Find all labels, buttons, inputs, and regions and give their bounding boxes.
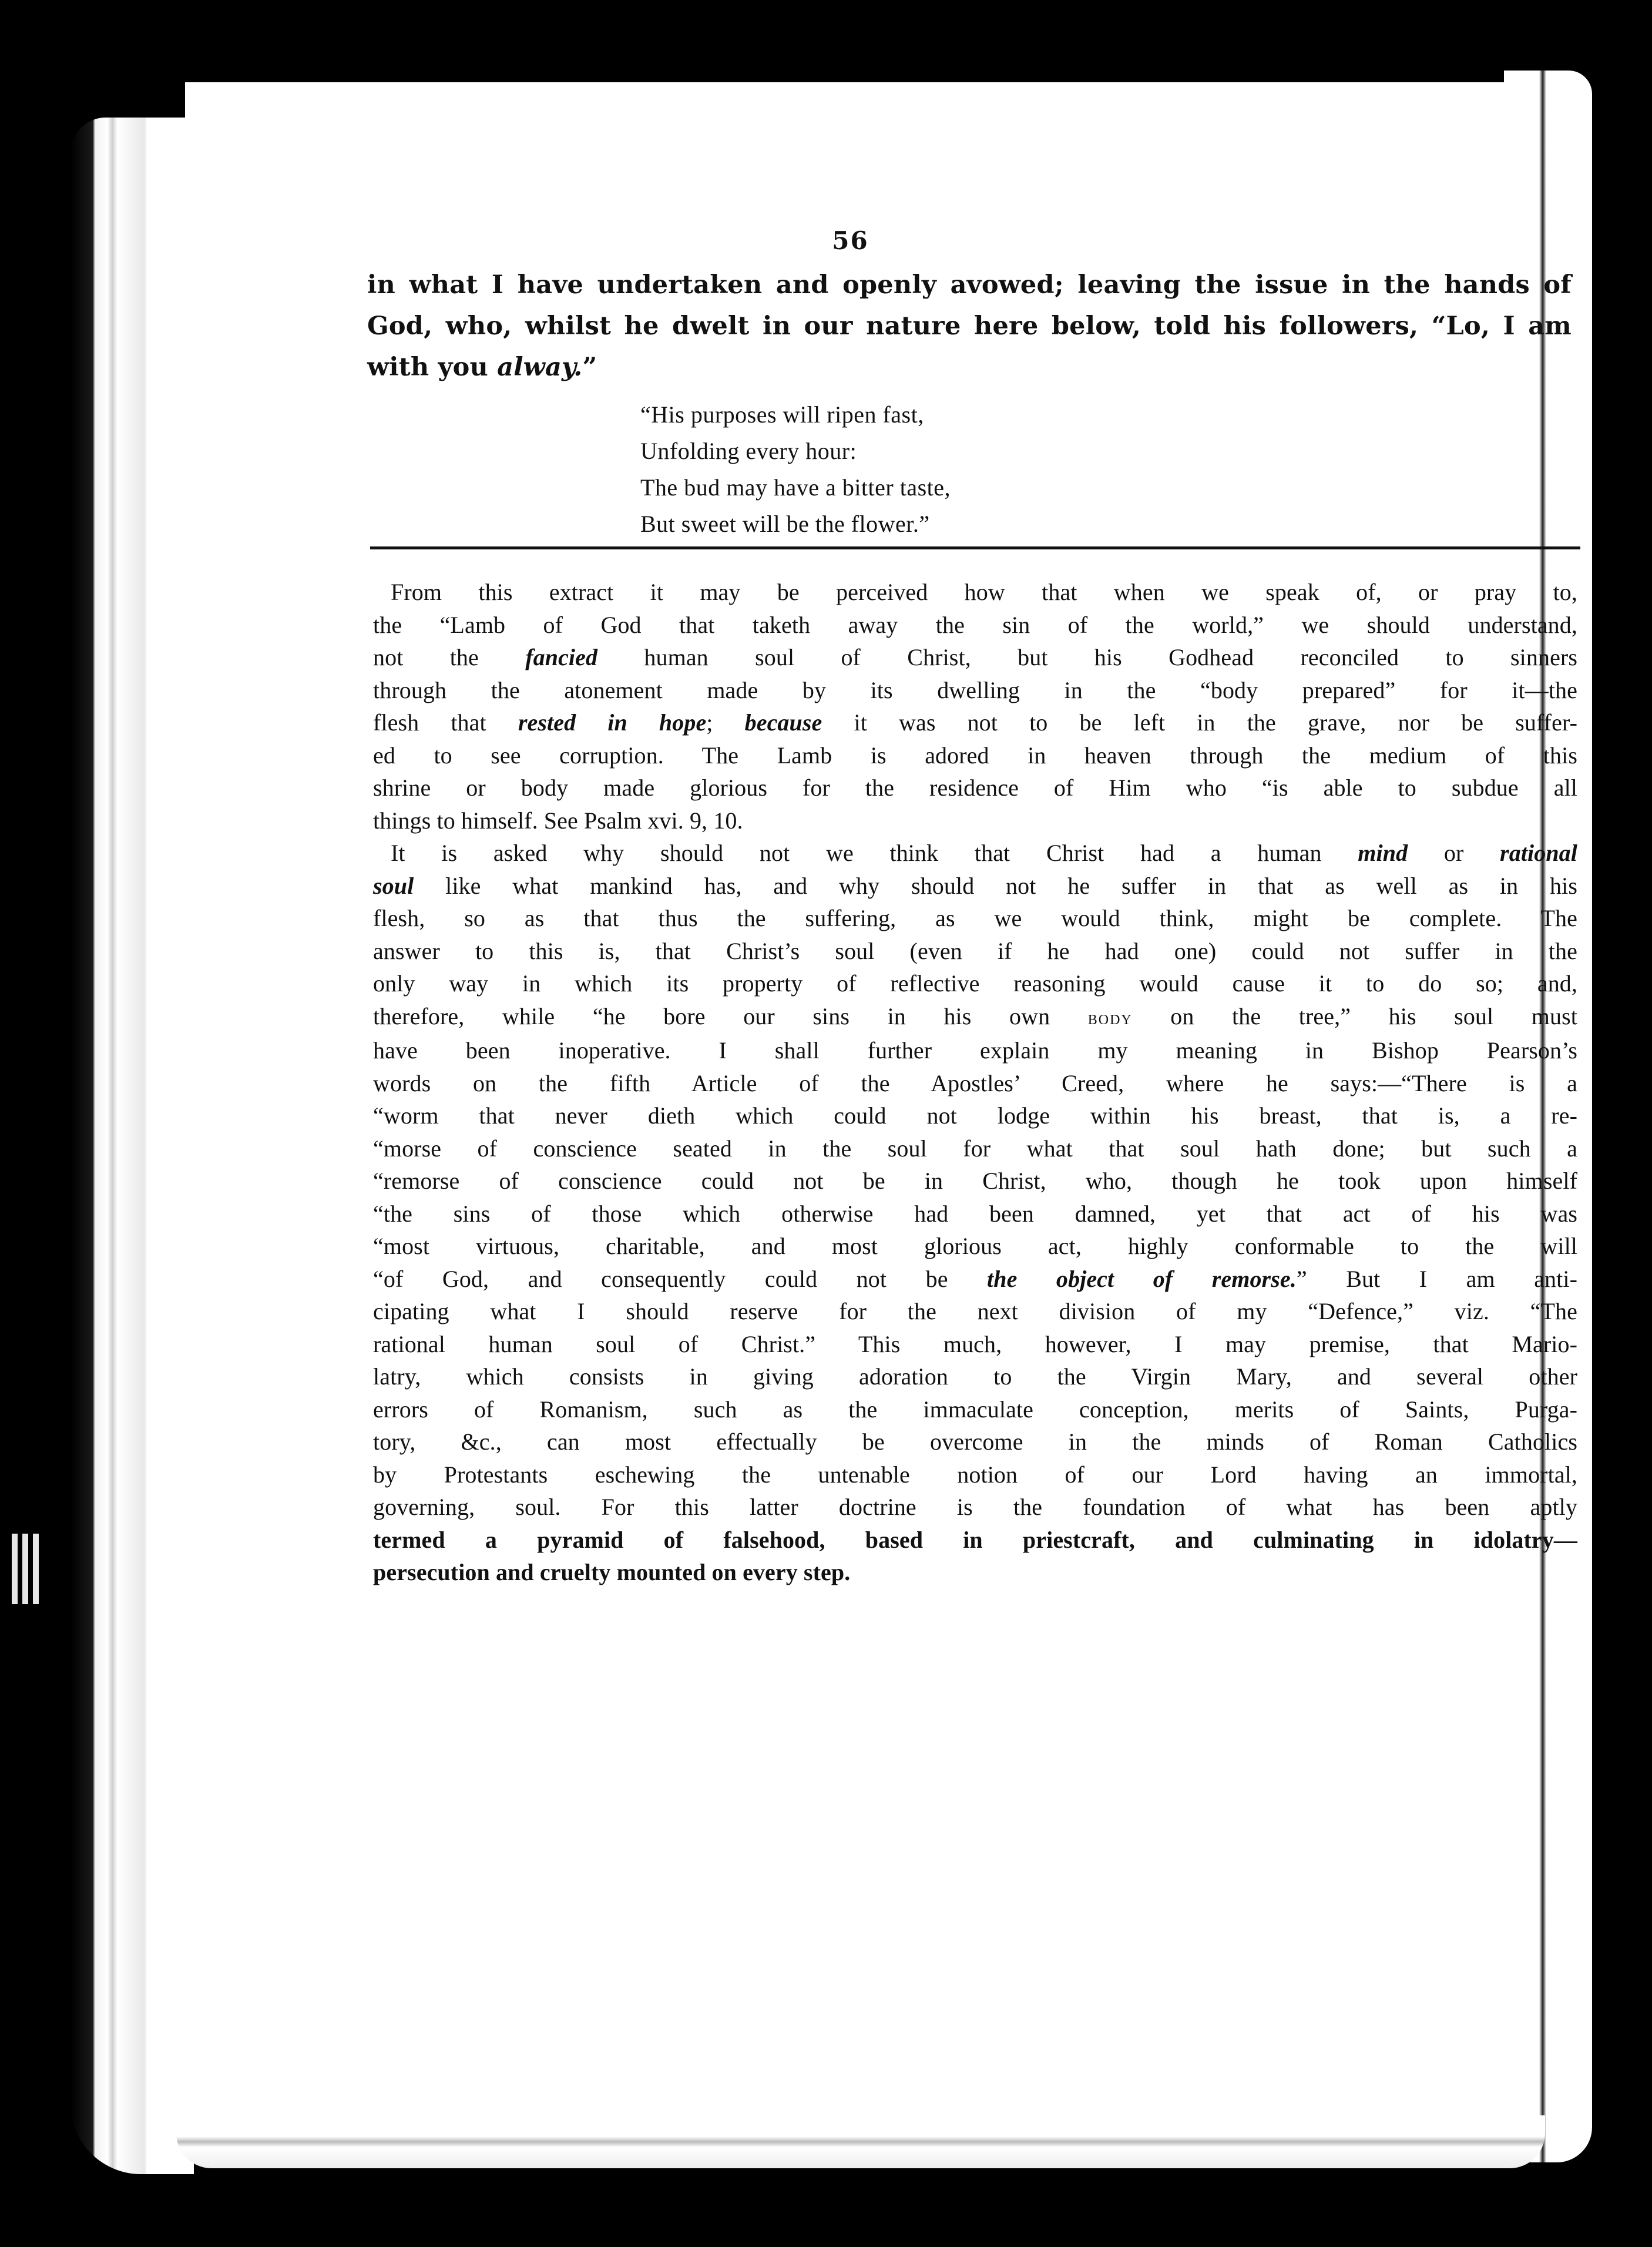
p2-line-13: “most virtuous, charitable, and most glorious act, highly conformable to the will	[373, 1233, 1577, 1259]
p2-line-19: tory, &c., can most effectually be overcome in the minds of Roman Catholics	[373, 1428, 1577, 1455]
p1-line-6: ed to see corruption. The Lamb is adored in heaven through the medium of this	[373, 742, 1577, 769]
p2-line-10: “morse of conscience seated in the soul for what that soul hath done; but such a	[373, 1135, 1577, 1162]
p2-line-7: have been inoperative. I shall further explain my meaning in Bishop Pearson’s	[373, 1037, 1577, 1064]
main-text	[373, 576, 1577, 1589]
top-line-1: in what I have undertaken and openly avowed; leaving the issue in the hands of	[367, 270, 1572, 300]
poem-line-2: Unfolding every hour:	[640, 438, 857, 464]
top-line-2: God, who, whilst he dwelt in our nature here below, told his followers, “Lo, I am	[367, 311, 1572, 341]
p2-line-2: soul like what mankind has, and why should not he suffer in that as well as in his	[373, 872, 1577, 899]
p1-line-2: the “Lamb of God that taketh away the sin of the world,” we should understand,	[373, 611, 1577, 638]
poem-line-1: “His purposes will ripen fast,	[640, 401, 924, 428]
p2-line-5: only way in which its property of reflective reasoning would cause it to do so; and,	[373, 970, 1577, 997]
book-left-edge	[70, 118, 194, 2174]
p1-line-4: through the atonement made by its dwelling in the “body prepared” for it—the	[373, 676, 1577, 703]
emphasis-text: because	[744, 709, 822, 736]
p2-line-11: “remorse of conscience could not be in Christ, who, though he took upon himself	[373, 1168, 1577, 1194]
p2-line-22: termed a pyramid of falsehood, based in priestcraft, and culminating in idolatry—	[373, 1526, 1577, 1553]
p2-line-1: It is asked why should not we think that Christ had a human mind or rational	[391, 840, 1577, 866]
p2-line-21: governing, soul. For this latter doctrine is the foundation of what has been aptly	[373, 1494, 1577, 1520]
p2-line-12: “the sins of those which otherwise had been damned, yet that act of his was	[373, 1200, 1577, 1227]
poem	[640, 397, 951, 542]
p1-line-8: things to himself. See Psalm xvi. 9, 10.	[373, 807, 743, 834]
scan-artifact	[12, 1534, 41, 1604]
emphasis-text: the object of remorse.	[987, 1265, 1297, 1292]
emphasis-alway: alway.	[497, 353, 583, 382]
paragraph-2	[373, 837, 1577, 1589]
emphasis-text: rested in hope	[518, 709, 707, 736]
poem-line-4: But sweet will be the flower.”	[640, 511, 930, 537]
p2-line-16: rational human soul of Christ.” This much, however, I may premise, that Mario-	[373, 1330, 1577, 1357]
p1-line-3: not the fancied human soul of Christ, but his Godhead reconciled to sinners	[373, 644, 1578, 670]
p2-line-4: answer to this is, that Christ’s soul (even if he had one) could not suffer in the	[373, 937, 1577, 964]
p2-line-14: “of God, and consequently could not be the object of remorse.” But I am anti-	[373, 1265, 1577, 1292]
top-line-3	[367, 347, 1572, 388]
closing-quote: ”	[582, 353, 597, 382]
page-number: 56	[832, 226, 869, 255]
paragraph-1	[373, 576, 1577, 837]
top-paragraph	[367, 264, 1572, 388]
p2-line-20: by Protestants eschewing the untenable notion of our Lord having an immortal,	[373, 1461, 1577, 1488]
top-line-3-text: with you	[367, 353, 498, 382]
p2-line-3: flesh, so as that thus the suffering, as we would think, might be complete. The	[373, 905, 1577, 931]
p2-line-6: therefore, while “he bore our sins in his own body on the tree,” his soul must	[373, 1002, 1577, 1029]
p2-line-18: errors of Romanism, such as the immaculate conception, merits of Saints, Purga-	[373, 1396, 1577, 1423]
emphasis-text: soul	[373, 872, 414, 899]
p2-line-23: persecution and cruelty mounted on every step.	[373, 1559, 851, 1585]
p2-line-9: “worm that never dieth which could not lodge within his breast, that is, a re-	[373, 1102, 1577, 1129]
section-divider	[370, 546, 1580, 549]
p2-line-17: latry, which consists in giving adoration to the Virgin Mary, and several other	[373, 1363, 1577, 1390]
p1-line-7: shrine or body made glorious for the residence of Him who “is able to subdue all	[373, 774, 1577, 801]
book-page	[185, 82, 1578, 2133]
emphasis-text: fancied	[525, 644, 598, 670]
emphasis-text: mind	[1358, 840, 1408, 866]
p1-line-5: flesh that rested in hope; because it was not to be left in the grave, nor be suffer-	[373, 709, 1577, 736]
poem-line-3: The bud may have a bitter taste,	[640, 474, 951, 501]
p1-line-1: From this extract it may be perceived how that when we speak of, or pray to,	[391, 579, 1577, 605]
p2-line-8: words on the fifth Article of the Apostles’ Creed, where he says:—“There is a	[373, 1069, 1577, 1096]
p2-line-15: cipating what I should reserve for the next division of my “Defence,” viz. “The	[373, 1298, 1577, 1324]
small-caps-word: body	[1087, 1007, 1133, 1029]
emphasis-text: rational	[1500, 840, 1577, 866]
